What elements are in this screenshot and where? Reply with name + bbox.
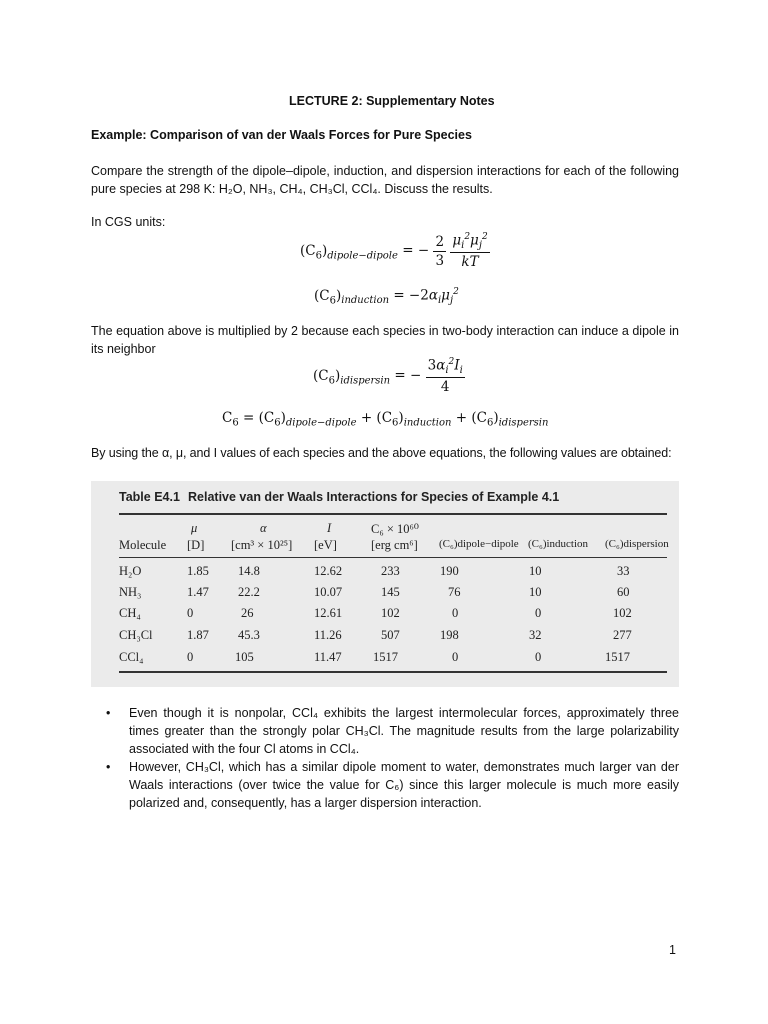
table-cell: 0 <box>535 650 542 664</box>
table-cell: 22.2 <box>238 585 260 599</box>
discussion-list <box>106 704 679 812</box>
table-cell: 0 <box>535 606 542 620</box>
bullet-text: Even though it is nonpolar, CCl₄ exhibits the largest intermolecular forces, approximately three times greater than the strongly polar CH₃Cl. The magnitude results from the large polarizability associated with the four Cl atoms in CCl₄. <box>129 706 679 756</box>
table-cell: CCl₄ <box>119 650 144 664</box>
table-cell: 1.87 <box>187 628 209 642</box>
table-cell: 10 <box>529 585 542 599</box>
example-heading: Example: Comparison of van der Waals Forces for Pure Species <box>91 128 472 142</box>
intro-paragraph: Compare the strength of the dipole–dipole, induction, and dispersion interactions for each of the following pure species at 298 K: H₂O, NH₃, CH₄, CH₃Cl, CCl₄. Discuss the results. <box>91 164 679 196</box>
table-cell: 145 <box>381 585 400 599</box>
induction-note: The equation above is multiplied by 2 because each species in two-body interaction can induce a dipole in its neighbor <box>91 324 679 356</box>
table-cell: 233 <box>381 564 400 578</box>
data-table <box>91 481 679 687</box>
table-cell: 1.85 <box>187 564 209 578</box>
header-i: I <box>327 521 332 535</box>
bullet-text: However, CH₃Cl, which has a similar dipole moment to water, demonstrates much larger van der Waals interactions (over twice the value for C₆) since this larger molecule is much more easily polarized and, consequently, has a larger dispersion interaction. <box>129 760 679 810</box>
equation-total-c6: $C_6 = (C_6)_{dipole-dipole} + (C_6)_{induction} + (C_6)_{idispersin}$ <box>222 410 549 429</box>
page-title: LECTURE 2: Supplementary Notes <box>289 94 495 108</box>
header-i-unit: [eV] <box>314 538 337 552</box>
table-caption-id: Table E4.1 <box>119 490 180 504</box>
table-cell: 1517 <box>373 650 398 664</box>
header-c6-induction: (C₆)induction <box>528 538 589 550</box>
header-mu-unit: [D] <box>187 538 205 552</box>
table-cell: 76 <box>448 585 461 599</box>
equation-induction: $(C_6)_{induction} = -2\alpha_i\mu_j^2$ <box>314 287 459 307</box>
table-cell: 11.47 <box>314 650 342 664</box>
table-cell: NH₃ <box>119 585 142 599</box>
cgs-label: In CGS units: <box>91 215 166 229</box>
table-cell: 14.8 <box>238 564 260 578</box>
bullet-icon: • <box>106 760 111 774</box>
table-cell: 190 <box>440 564 459 578</box>
table-cell: 45.3 <box>238 628 260 642</box>
table-cell: 12.61 <box>314 606 343 620</box>
table-cell: 26 <box>241 606 254 620</box>
table-bottom-rule <box>119 671 667 673</box>
table-cell: 10.07 <box>314 585 343 599</box>
table-cell: 32 <box>529 628 542 642</box>
table-caption: Relative van der Waals Interactions for Species of Example 4.1 <box>188 490 560 504</box>
table-cell: 10 <box>529 564 542 578</box>
list-item <box>106 704 679 758</box>
header-c6: C₆ × 10⁶⁰ <box>371 522 419 536</box>
header-c6-dipole: (C₆)dipole−dipole <box>439 538 519 550</box>
table-cell: 0 <box>187 650 194 664</box>
table-cell: 105 <box>235 650 254 664</box>
list-item <box>106 758 679 812</box>
table-cell: 198 <box>440 628 459 642</box>
table-cell: H₂O <box>119 564 142 578</box>
table-cell: 507 <box>381 628 400 642</box>
table-cell: 102 <box>381 606 400 620</box>
page-number: 1 <box>669 943 676 957</box>
table-top-rule <box>119 513 667 515</box>
header-mu: μ <box>191 521 198 535</box>
values-sentence: By using the α, μ, and I values of each species and the above equations, the following values are obtained: <box>91 446 672 460</box>
equation-dipole-dipole: $(C_6)_{dipole-dipole}$ = − $\frac{2}{3}$ $\frac{\mu_i^2\mu_j^2}{kT}$ <box>300 232 488 271</box>
table-cell: 0 <box>187 606 194 620</box>
table-cell: 1.47 <box>187 585 209 599</box>
table-cell: 1517 <box>605 650 630 664</box>
table-cell: 0 <box>452 606 459 620</box>
table-cell: 33 <box>617 564 630 578</box>
header-molecule: Molecule <box>119 538 167 552</box>
table-cell: 277 <box>613 628 632 642</box>
table-cell: 60 <box>617 585 630 599</box>
table-header-rule <box>119 557 667 558</box>
header-c6-dispersion: (C₆)dispersion <box>605 538 669 550</box>
table-cell: CH₄ <box>119 606 141 620</box>
header-c6-unit: [erg cm⁶] <box>371 538 418 552</box>
table-cell: CH₃Cl <box>119 628 153 642</box>
table-cell: 11.26 <box>314 628 342 642</box>
table-cell: 12.62 <box>314 564 343 578</box>
header-alpha-unit: [cm³ × 10²⁵] <box>231 538 293 552</box>
table-cell: 102 <box>613 606 632 620</box>
header-alpha: α <box>260 521 267 535</box>
bullet-icon: • <box>106 706 111 720</box>
equation-dispersion: $(C_6)_{idispersin}$ = − $\frac{3\alpha_i^2I_i}{4}$ <box>313 357 463 396</box>
table-cell: 0 <box>452 650 459 664</box>
